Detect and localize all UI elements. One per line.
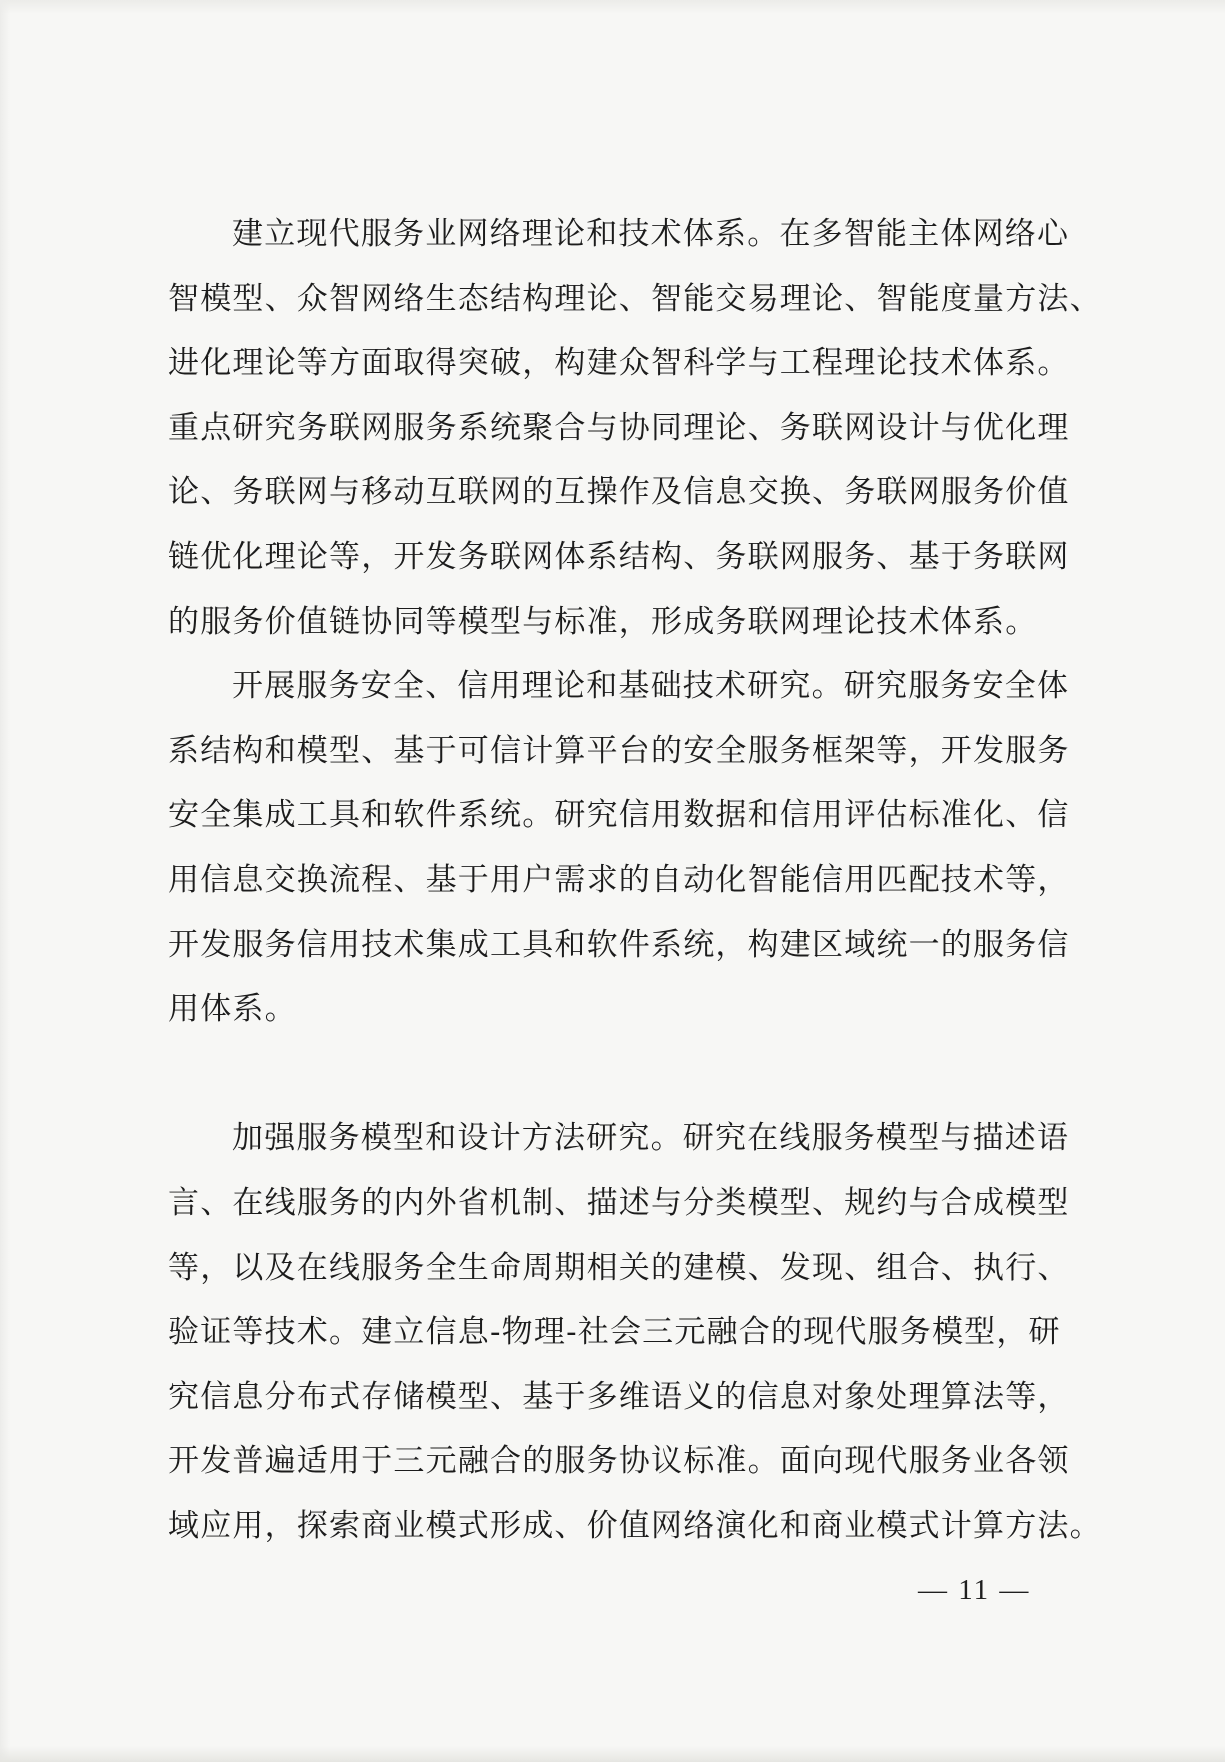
text-line: 智模型、众智网络生态结构理论、智能交易理论、智能度量方法、 bbox=[168, 280, 1102, 317]
text-line: 开展服务安全、信用理论和基础技术研究。研究服务安全体 bbox=[232, 668, 1070, 705]
paragraph-service-model-design bbox=[168, 1106, 1102, 1558]
text-line: 开发服务信用技术集成工具和软件系统，构建区域统一的服务信 bbox=[168, 926, 1070, 963]
scan-edge-left bbox=[0, 0, 10, 1762]
text-line: 验证等技术。建立信息-物理-社会三元融合的现代服务模型，研 bbox=[168, 1314, 1061, 1351]
text-line: 用信息交换流程、基于用户需求的自动化智能信用匹配技术等， bbox=[168, 861, 1070, 898]
text-line: 加强服务模型和设计方法研究。研究在线服务模型与描述语 bbox=[232, 1120, 1070, 1157]
text-line bbox=[168, 1042, 1078, 1107]
text-line: 究信息分布式存储模型、基于多维语义的信息对象处理算法等， bbox=[168, 1378, 1070, 1415]
text-line: 用体系。 bbox=[168, 991, 297, 1028]
paragraph-service-security-credit bbox=[168, 654, 1078, 1106]
scan-edge-top bbox=[0, 0, 1225, 14]
text-line: 等，以及在线服务全生命周期相关的建模、发现、组合、执行、 bbox=[168, 1249, 1070, 1286]
text-line: 建立现代服务业网络理论和技术体系。在多智能主体网络心 bbox=[232, 216, 1070, 252]
text-line: 链优化理论等，开发务联网体系结构、务联网服务、基于务联网 bbox=[168, 538, 1070, 575]
text-line: 的服务价值链协同等模型与标准，形成务联网理论技术体系。 bbox=[168, 603, 1038, 640]
page-number: — 11 — bbox=[918, 1574, 1031, 1606]
text-line: 重点研究务联网服务系统聚合与协同理论、务联网设计与优化理 bbox=[168, 409, 1070, 446]
text-line: 言、在线服务的内外省机制、描述与分类模型、规约与合成模型 bbox=[168, 1184, 1070, 1221]
text-line: 开发普遍适用于三元融合的服务协议标准。面向现代服务业各领 bbox=[168, 1443, 1070, 1480]
scan-edge-bottom bbox=[0, 1746, 1225, 1762]
paragraph-service-network-theory bbox=[168, 202, 1102, 654]
text-line: 进化理论等方面取得突破，构建众智科学与工程理论技术体系。 bbox=[168, 345, 1070, 382]
text-line: 论、务联网与移动互联网的互操作及信息交换、务联网服务价值 bbox=[168, 474, 1070, 511]
body-text bbox=[168, 202, 1102, 1558]
text-line: 域应用，探索商业模式形成、价值网络演化和商业模式计算方法。 bbox=[168, 1507, 1102, 1544]
text-line: 系结构和模型、基于可信计算平台的安全服务框架等，开发服务 bbox=[168, 732, 1070, 769]
text-line: 安全集成工具和软件系统。研究信用数据和信用评估标准化、信 bbox=[168, 797, 1070, 834]
